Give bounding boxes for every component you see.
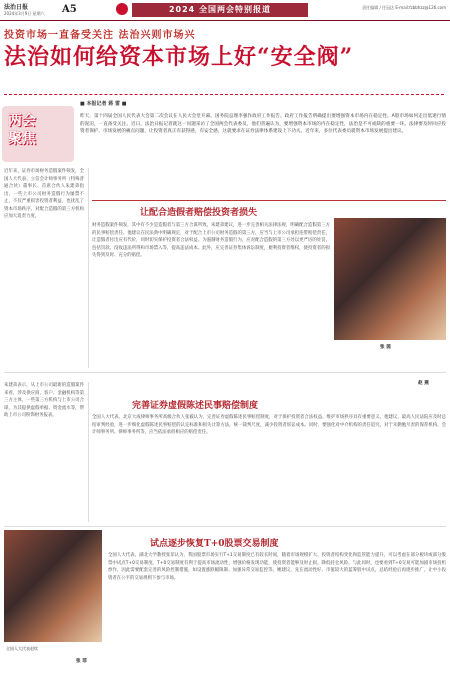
section2-name-tag: 赵 燕 <box>418 381 429 386</box>
section3-photo <box>4 530 102 642</box>
page-number: A5 <box>62 4 77 15</box>
paper-date: 2024年3月9日 星期六 <box>4 11 45 16</box>
editor-line: 责任编辑 / 任冠达 E-mail:fzbbhzz@126.com <box>362 5 446 10</box>
column-separator-2 <box>88 382 89 522</box>
special-report-banner: 2024 全国两会特别报道 <box>132 3 308 17</box>
masthead <box>0 0 450 20</box>
headline-divider <box>4 94 444 95</box>
section1-subhead: 让配合造假者赔偿投资者损失 <box>140 208 258 218</box>
byline: ■ 本报记者 蒋 雷 ■ <box>80 101 127 107</box>
section1-photo <box>334 218 446 340</box>
emblem-icon <box>116 3 128 15</box>
side-label <box>8 112 64 148</box>
article-kicker: 投资市场一直备受关注 法治兴则市场兴 <box>4 30 196 41</box>
top-rule <box>0 20 450 21</box>
article-intro: 昨天，第十四届全国人民代表大会第二次会议在人民大会堂开幕。国务院总理李强作政府工作报告。政府工作报告明确提出要增强资本市场内在稳定性。A股市场如何走出低迷行情的泥沼，一直备受关注。近日，法治日报记者就这一问题采访了全国两会代表委员，他们普遍认为，要增强资本市场的内在稳定性，法治是不可或缺的重要一环。法律要及时回应投资者保护、市场发展的痛点问题，让投资者真正有获得感，有安全感，这就要求在证券法律体系建设上下功夫。近年来，多位代表委员就资本市场发展提出建议。 <box>80 114 446 135</box>
side-label-line-1: 两会 <box>8 113 36 129</box>
section3-photo-caption: 全国人大代表赵钦 <box>6 646 38 651</box>
section1-name-tag: 张 茵 <box>380 345 391 350</box>
left-column-text-1: 近年来，证券市场财务造假案件频发，全国人大代表、立信会计师事务所（特殊普通合伙）董事长、首席合伙人朱建弟指出，一些上市公司财务造假行为屡禁不止，不仅严重损害投资者利益，也扰乱了资本市场秩序。对配合造假的第三方机构应加大追责力度。 <box>4 169 84 219</box>
section2-subhead: 完善证券虚假陈述民事赔偿制度 <box>132 401 259 411</box>
column-separator <box>88 168 89 368</box>
left-column-text-2: 朱建弟表示，从上市公司最新的造假案件来看，涉及供应商、客户、金融机构等第三方主体，一些第三方机构与上市公司合谋，为其提供虚假单据、资金流水等，帮助上市公司粉饰财务报表。 <box>4 383 84 418</box>
article-headline: 法治如何给资本市场上好“安全阀” <box>4 44 354 70</box>
section2-body: 全国人大代表、北京大成律师事务所高级合伙人张毅认为，完善证券虚假陈述民事赔偿制度，对于保护投资者合法权益、维护市场秩序具有重要意义。他建议，最高人民法院应及时总结审判经验，进一步细化虚假陈述民事赔偿的认定标准和损失计算方法，统一裁判尺度，减少投资者诉讼成本。同时，要强化对中介机构的责任追究，对于未勤勉尽责的保荐机构、会计师事务所、律师事务所等，应当依法承担相应的赔偿责任。 <box>92 415 446 435</box>
section3-subhead: 试点逐步恢复T+0股票交易制度 <box>150 539 279 549</box>
section3-top-rule <box>4 526 446 527</box>
side-label-line-2: 聚焦 <box>8 131 36 147</box>
paper-name: 法治日报 <box>4 4 29 11</box>
section1-body: 财务造假案件频发，其中有不少是造假者与第三方合谋所致。朱建弟建议，进一步完善相关法律法规，明确配合造假第三方的民事赔偿责任。他建议在民法典中明确规定，对于配合上市公司财务造假的第三方，应当与上市公司承担连带赔偿责任，让造假者付出应有代价，同时切实保护投资者合法权益。为遏制财务造假行为，应对配合造假的第三方处以更严厉的处罚，包括罚款、没收违法所得和市场禁入等，提高违法成本。此外，应完善证券集体诉讼制度，便利投资者维权，使投资者的损失得到及时、充分的赔偿。 <box>92 223 330 258</box>
section3-name-tag: 张 菲 <box>76 659 87 664</box>
section3-body: 全国人大代表、湖北大学教授张菲认为，我国股票市场实行T+1交易制度已有较长时间，随着市场规模扩大、投资者结构变化和监管能力提升，可以考虑在部分板块或部分股票中试点T+0交易制度。T+0交易制度有利于提高市场流动性，增强价格发现功能，使投资者能够及时止损，降低持仓风险。与此同时，也要看到T+0交易可能加剧市场投机炒作，因此需要配套完善的风险控制措施，如设置涨跌幅限制、加强异常交易监控等。她建议，先在流动性好、市值较大的蓝筹股中试点，总结经验后再逐步推广，让中小投资者在公平的交易规则下参与市场。 <box>108 553 446 581</box>
section2-top-rule <box>4 372 446 373</box>
section1-rule <box>92 200 446 201</box>
